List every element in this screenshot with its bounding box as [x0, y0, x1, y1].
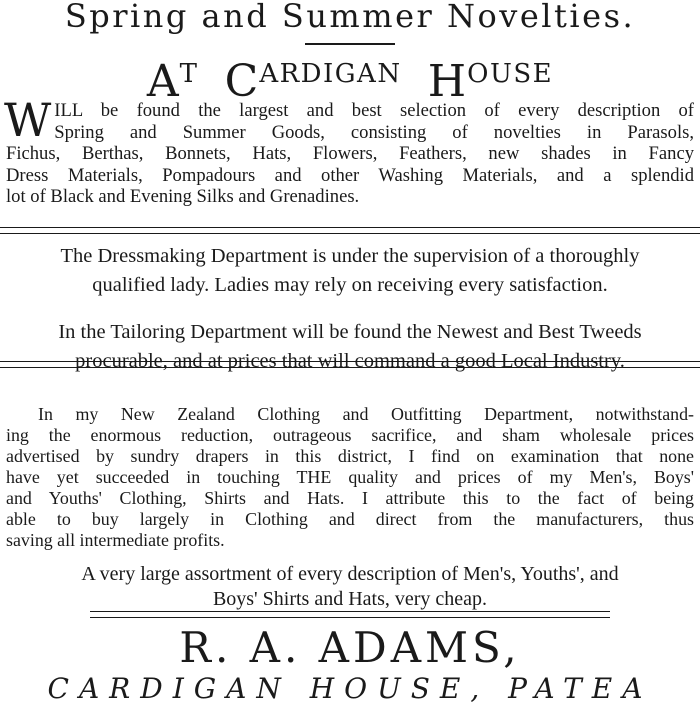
heading: Spring and Summer Novelties.: [64, 0, 636, 35]
tailoring-line: procurable, and at prices that will command a good Local Industry.: [75, 350, 625, 372]
clothing-line: have yet succeeded in touching THE quality and prices of my Men's, Boys': [6, 467, 694, 487]
intro-paragraph: [4, 93, 694, 208]
intro-line: ILL be found the largest and best selection of every description of: [54, 100, 694, 121]
clothing-line: In my New Zealand Clothing and Outfitting Department, notwithstand-: [38, 404, 694, 424]
heading-rule: [305, 43, 395, 45]
subheading-cardigan-rest: ARDIGAN: [259, 59, 402, 89]
subheading-house-initial: H: [427, 56, 468, 107]
subheading-cardigan-initial: C: [224, 56, 260, 107]
signature-divider: [90, 611, 610, 618]
subheading: [0, 52, 700, 105]
address: CARDIGAN HOUSE, PATEA: [47, 672, 653, 704]
dressmaking-line: The Dressmaking Department is under the supervision of a thoroughly: [60, 245, 640, 267]
intro-line: Fichus, Berthas, Bonnets, Hats, Flowers, Feathers, new shades in Fancy: [6, 143, 694, 164]
subheading-house-rest: OUSE: [467, 59, 554, 89]
dressmaking-paragraph: [0, 242, 700, 300]
assortment-line: Boys' Shirts and Hats, very cheap.: [212, 588, 488, 610]
intro-line: lot of Black and Evening Silks and Grenadines.: [6, 186, 360, 207]
subheading-at-rest: T: [179, 59, 199, 89]
section-divider: [0, 361, 700, 368]
subheading-at-initial: A: [146, 56, 180, 107]
intro-line: Dress Materials, Pompadours and other Washing Materials, and a splendid: [6, 164, 694, 186]
assortment-line: A very large assortment of every description of Men's, Youths', and: [81, 563, 619, 585]
clothing-line: and Youths' Clothing, Shirts and Hats. I attribute this to the fact of being: [6, 488, 694, 508]
intro-dropcap: W: [4, 93, 52, 147]
tailoring-line: In the Tailoring Department will be found the Newest and Best Tweeds: [58, 321, 642, 343]
clothing-line: saving all intermediate profits.: [6, 530, 225, 550]
clothing-line: able to buy largely in Clothing and direct from the manufacturers, thus: [6, 509, 694, 529]
clothing-paragraph: [6, 404, 694, 551]
clothing-line: advertised by sundry drapers in this district, I find on examination that none: [6, 446, 694, 466]
signature: R. A. ADAMS,: [179, 623, 521, 672]
section-divider: [0, 227, 700, 234]
intro-line: Spring and Summer Goods, consisting of novelties in Parasols,: [54, 121, 694, 143]
clothing-line: ing the enormous reduction, outrageous sacrifice, and sham wholesale prices: [6, 425, 694, 445]
dressmaking-line: qualified lady. Ladies may rely on receiving every satisfaction.: [92, 274, 608, 296]
assortment-paragraph: [0, 562, 700, 612]
